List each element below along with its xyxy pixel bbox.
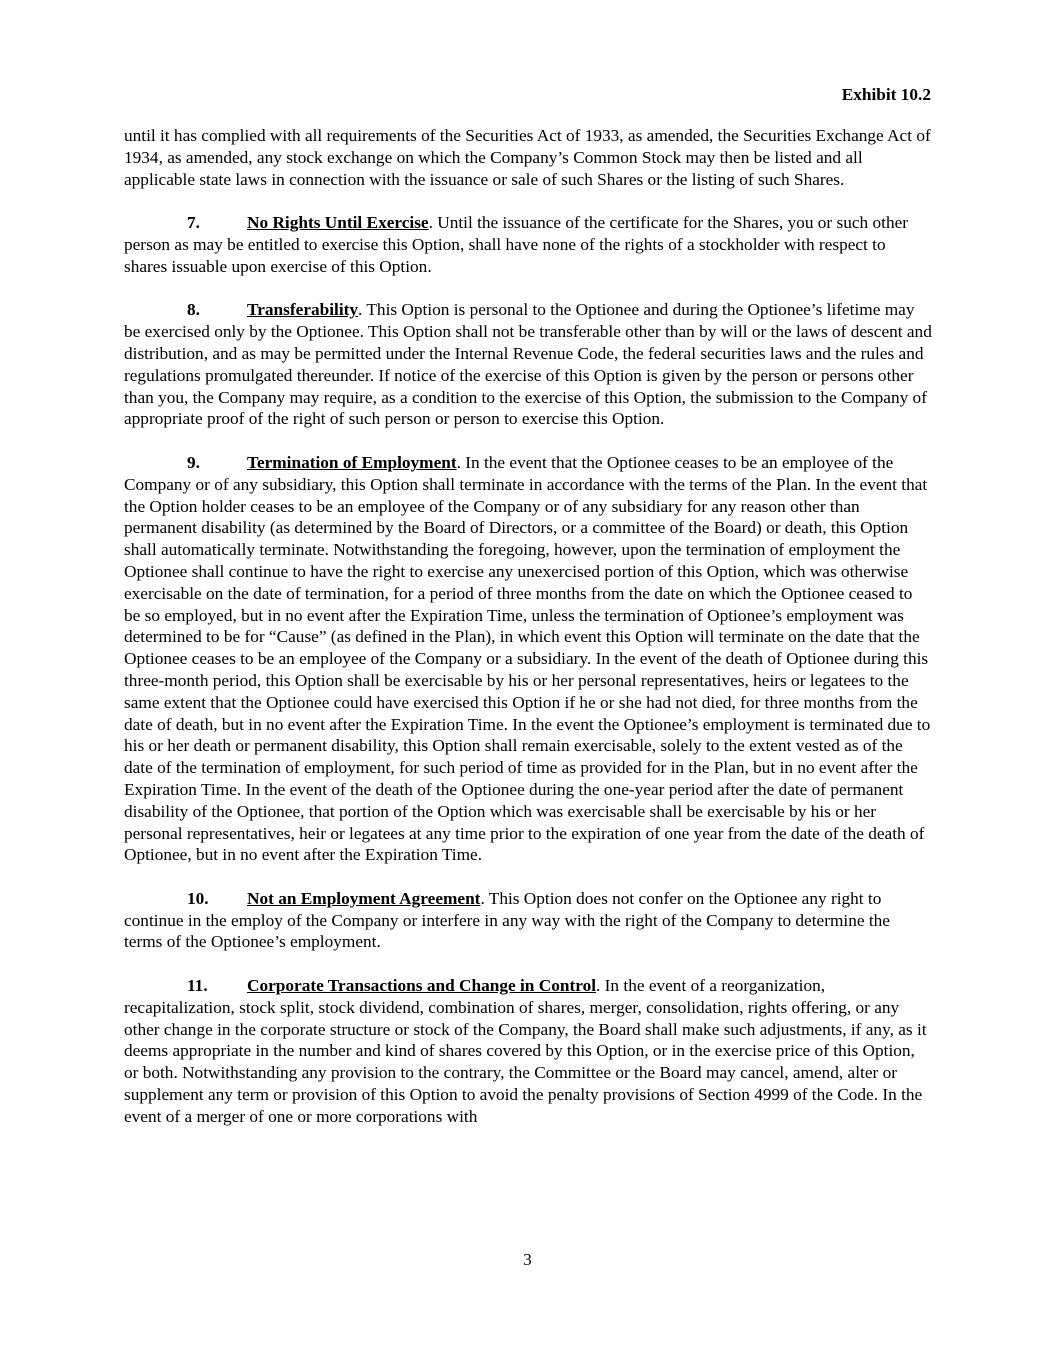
- section-9-number: 9.: [187, 452, 200, 472]
- section-8-paragraph: [124, 299, 932, 430]
- section-11-number: 11.: [187, 976, 208, 996]
- section-11-heading: Corporate Transactions and Change in Control: [247, 976, 597, 996]
- section-8-body: . This Option is personal to the Optionee and during the Optionee’s lifetime may be exercised only by the Optionee. This Option shall not be transferable other than by will or the laws of descent and distribution, and as may be permitted under the Internal Revenue Code, the federal securities laws and the rules and regulations promulgated thereunder. If notice of the exercise of this Option is given by the person or persons other than you, the Company may require, as a condition to the exercise of this Option, the submission to the Company of appropriate proof of the right of such person or person to exercise this Option.: [124, 300, 932, 429]
- section-10-heading: Not an Employment Agreement: [247, 888, 481, 908]
- document-body: [124, 125, 932, 1149]
- section-9-heading: Termination of Employment: [247, 452, 457, 472]
- section-11-body: . In the event of a reorganization, recapitalization, stock split, stock dividend, combination of shares, merger, consolidation, rights offering, or any other change in the corporate structure or stock of the Company, the Board shall make such adjustments, if any, as it deems appropriate in the number and kind of shares covered by this Option, or in the exercise price of this Option, or both. Notwithstanding any provision to the contrary, the Committee or the Board may cancel, amend, alter or supplement any term or provision of this Option to avoid the penalty provisions of Section 4999 of the Code. In the event of a merger of one or more corporations with: [124, 976, 927, 1126]
- section-7-paragraph: [124, 212, 932, 277]
- section-10-body: . This Option does not confer on the Optionee any right to continue in the employ of the Company or interfere in any way with the right of the Company to determine the terms of the Optionee’s employment.: [124, 888, 890, 952]
- page-number: 3: [523, 1250, 532, 1269]
- section-7-body: . Until the issuance of the certificate for the Shares, you or such other person as may be entitled to exercise this Option, shall have none of the rights of a stockholder with respect to shares issuable upon exercise of this Option.: [124, 213, 909, 276]
- section-9-paragraph: [124, 452, 932, 866]
- section-10-paragraph: [124, 888, 932, 953]
- section-9-body: . In the event that the Optionee ceases to be an employee of the Company or of any subsidiary, this Option shall terminate in accordance with the terms of the Plan. In the event that the Option holder ceases to be an employee of the Company or of any subsidiary for any reason other than permanent disability (as determined by the Board of Directors, or a committee of the Board) or death, this Option shall automatically terminate. Notwithstanding the foregoing, however, upon the termination of employment the Optionee shall continue to have the right to exercise any unexercised portion of this Option, which was otherwise exercisable on the date of termination, for a period of three months from the date on which the Optionee ceased to be so employed, but in no event after the Expiration Time, unless the termination of Optionee’s employment was determined to be for “Cause” (as defined in the Plan), in which event this Option will terminate on the date that the Optionee ceases to be an employee of the Company or a subsidiary. In the event of the death of Optionee during this three-month period, this Option shall be exercisable by his or her personal representatives, heirs or legatees to the same extent that the Optionee could have exercised this Option if he or she had not died, for three months from the date of death, but in no event after the Expiration Time. In the event the Optionee’s employment is terminated due to his or her death or permanent disability, this Option shall remain exercisable, solely to the extent vested as of the date of the termination of employment, for such period of time as provided for in the Plan, but in no event after the Expiration Time. In the event of the death of the Optionee during the one-year period after the date of permanent disability of the Optionee, that portion of the Option which was exercisable shall be exercisable by his or her personal representatives, heir or legatees at any time prior to the expiration of one year from the date of the death of Optionee, but in no event after the Expiration Time.: [124, 452, 931, 865]
- section-7-number: 7.: [187, 213, 200, 233]
- section-10-number: 10.: [187, 888, 209, 908]
- section-11-paragraph: [124, 975, 932, 1128]
- section-7-heading: No Rights Until Exercise: [247, 213, 429, 233]
- section-8-number: 8.: [187, 300, 200, 320]
- exhibit-label: Exhibit 10.2: [841, 85, 931, 104]
- section-8-heading: Transferability: [247, 300, 359, 320]
- continuation-paragraph: until it has complied with all requirements of the Securities Act of 1933, as amended, the Securities Exchange Act of 1934, as amended, any stock exchange on which the Company’s Common Stock may then be listed and all applicable state laws in connection with the issuance or sale of such Shares or the listing of such Shares.: [124, 126, 931, 189]
